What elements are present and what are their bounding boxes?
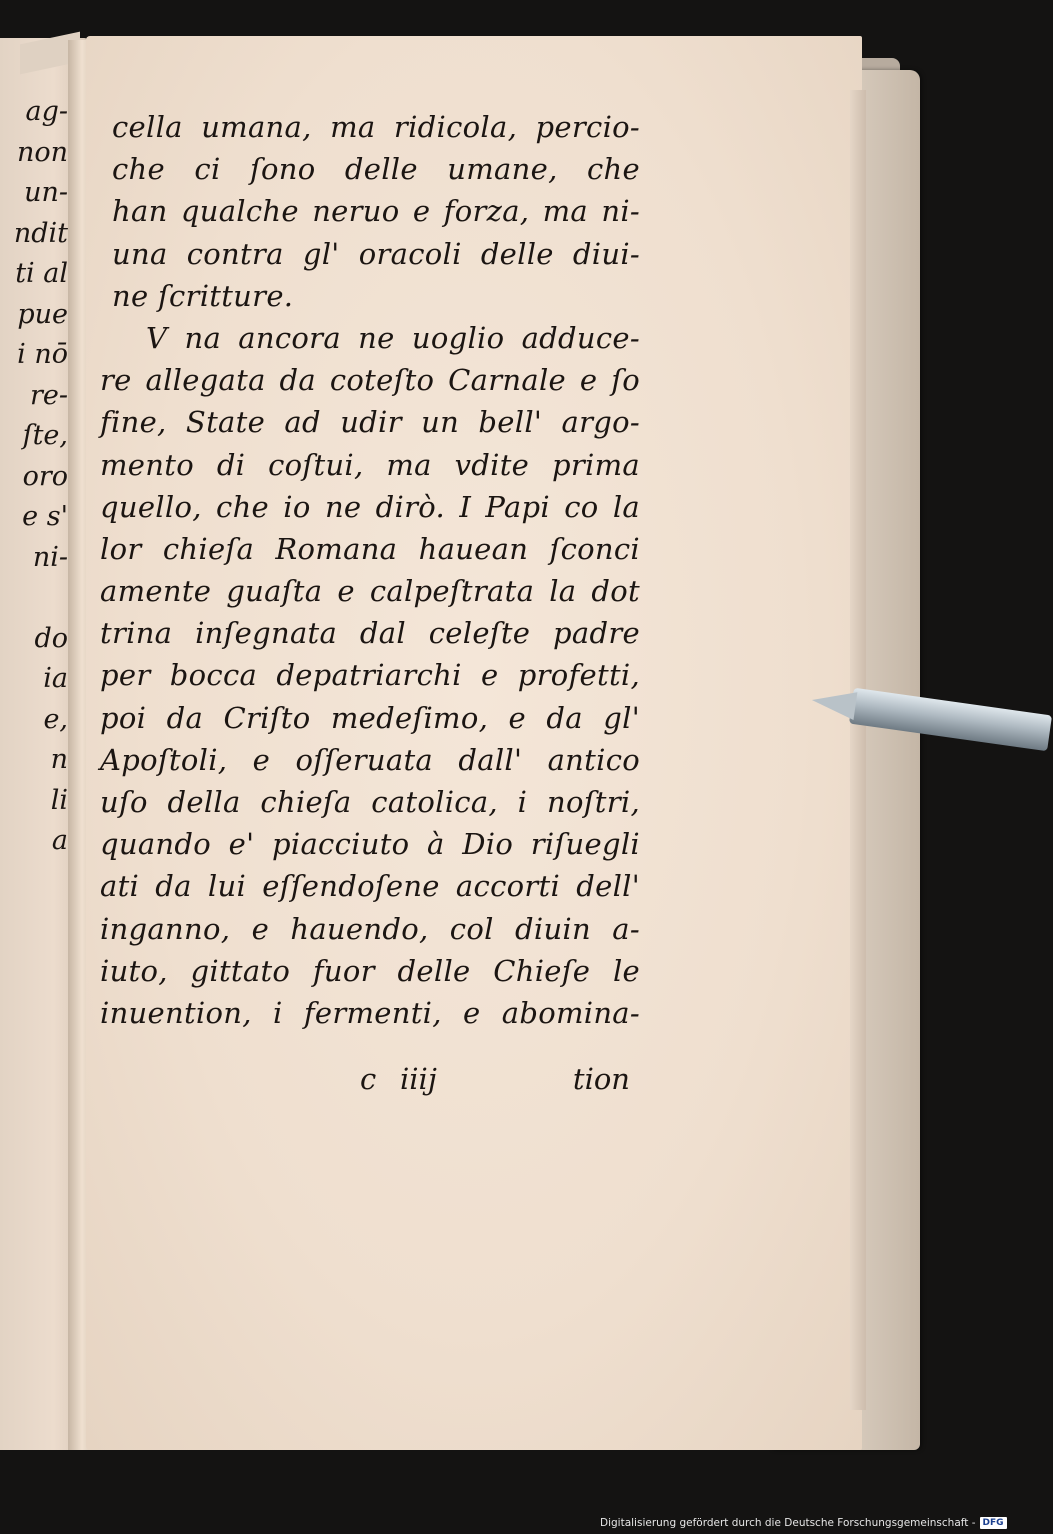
text-line: trina inſegnata dal celeſte padre bbox=[100, 616, 640, 651]
text-line: quando e' piacciuto à Dio riſuegli bbox=[100, 827, 640, 862]
page-footer bbox=[360, 1062, 630, 1104]
text-line: che ci ſono delle umane, che bbox=[112, 152, 640, 187]
text-line: ati da lui eſſendoſene accorti dell' bbox=[100, 869, 640, 904]
dfg-logo: DFG bbox=[980, 1517, 1007, 1529]
text-line: inganno, e hauendo, col diuin a- bbox=[100, 911, 640, 946]
left-text-line: oro bbox=[22, 460, 68, 492]
text-line: quello, che io ne dirò. I Papi co la bbox=[100, 489, 640, 524]
left-text-line: non bbox=[16, 136, 68, 168]
text-line: ne ſcritture. bbox=[112, 278, 294, 313]
left-text-line: e s' bbox=[22, 501, 68, 532]
text-line: cella umana, ma ridicola, percio- bbox=[112, 110, 640, 144]
credit-text: Digitalisierung gefördert durch die Deutsche Forschungsgemeinschaft - bbox=[600, 1517, 976, 1529]
pen-tip bbox=[810, 686, 857, 720]
left-text-line: i nō bbox=[17, 339, 68, 370]
text-line: lor chieſa Romana hauean ſconci bbox=[100, 531, 640, 566]
signature-mark: c bbox=[360, 1062, 377, 1096]
catchword: tion bbox=[572, 1062, 630, 1096]
text-line: inuention, i fermenti, e abomina- bbox=[100, 995, 640, 1030]
text-line: per bocca depatriarchi e profetti, bbox=[100, 658, 640, 693]
left-text-line: re- bbox=[29, 379, 68, 411]
left-text-line: e, bbox=[43, 703, 68, 735]
text-line: iuto, gittato fuor delle Chieſe le bbox=[100, 953, 640, 988]
left-text-line: ſte, bbox=[22, 420, 68, 451]
text-line: han qualche neruo e forza, ma ni- bbox=[112, 194, 640, 229]
left-text-line: ni- bbox=[32, 541, 68, 573]
left-text-line: ag- bbox=[25, 96, 68, 127]
left-text-line: li bbox=[50, 784, 68, 816]
text-line: V na ancora ne uoglio adduce- bbox=[146, 320, 640, 355]
text-line: poi da Criſto medeſimo, e da gl' bbox=[100, 700, 640, 735]
text-line: fine, State ad udir un bell' argo- bbox=[100, 405, 640, 440]
text-line: mento di coſtui, ma vdite prima bbox=[100, 447, 640, 482]
text-line: re allegata da coteſto Carnale e ſo bbox=[100, 363, 640, 398]
left-text-line: a bbox=[51, 825, 68, 856]
text-line: una contra gl' oracoli delle diui- bbox=[112, 236, 640, 271]
signature-number: iiij bbox=[400, 1062, 437, 1096]
left-text-line: n bbox=[50, 744, 68, 775]
left-text-line: do bbox=[34, 622, 68, 654]
page-right-edge bbox=[850, 90, 866, 1410]
text-line: uſo della chieſa catolica, i noſtri, bbox=[100, 785, 640, 819]
digitization-credit bbox=[600, 1514, 1007, 1532]
left-text-line: ti al bbox=[15, 258, 68, 289]
text-line: Apoſtoli, e oſſeruata dall' antico bbox=[100, 742, 640, 777]
left-text-line: ia bbox=[43, 663, 68, 694]
left-text-line: un- bbox=[24, 177, 68, 208]
left-text-line: pue bbox=[17, 298, 68, 330]
text-line: amente guaſta e calpeſtrata la dot bbox=[100, 574, 640, 609]
left-page-text bbox=[0, 92, 68, 862]
left-text-line: ndit bbox=[13, 217, 68, 249]
left-text-line bbox=[0, 578, 68, 619]
main-text-block bbox=[100, 106, 640, 1034]
